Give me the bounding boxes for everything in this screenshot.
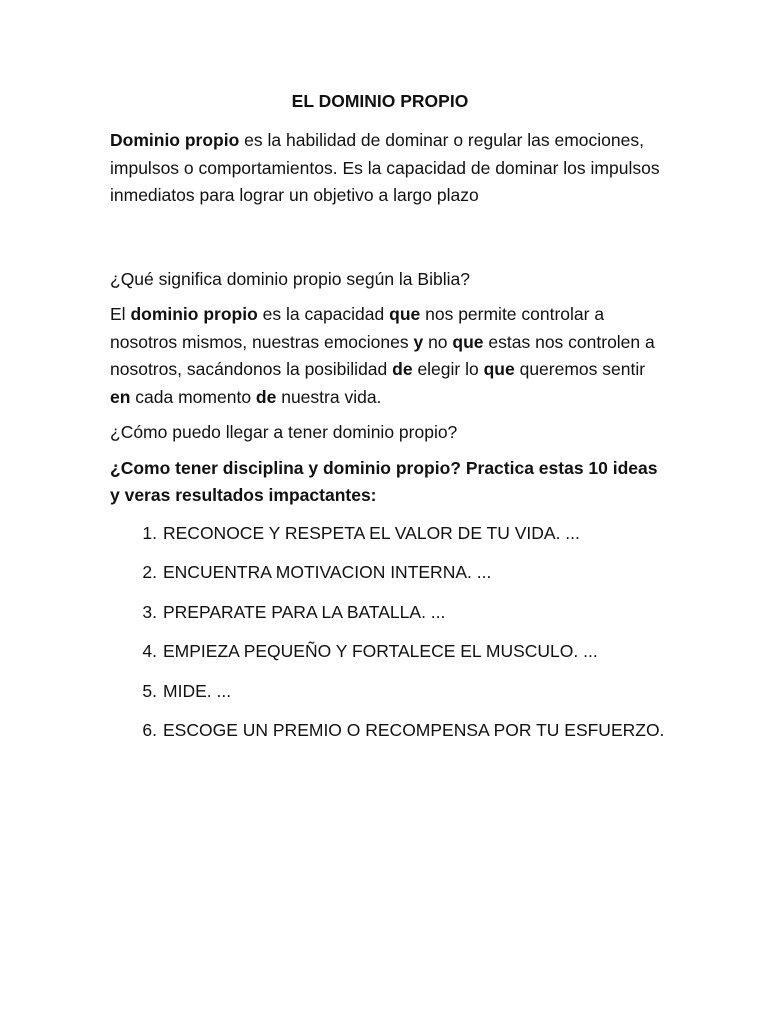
document-page: [110, 88, 670, 757]
answer-paragraph: [110, 301, 670, 411]
answer-text: estas nos controlen a nosotros, sacándonos la posibilidad: [110, 331, 655, 379]
list-item: [110, 638, 670, 678]
answer-bold: que: [483, 359, 515, 379]
list-item: [110, 599, 670, 639]
answer-text: queremos sentir: [514, 359, 646, 379]
ideas-list: [110, 520, 670, 757]
list-item-text: MIDE. ...: [163, 680, 232, 701]
list-number: 6.: [142, 720, 157, 740]
list-item-text: PREPARATE PARA LA BATALLA. ...: [163, 601, 446, 622]
list-item-text: ENCUENTRA MOTIVACION INTERNA. ...: [163, 562, 492, 582]
definition-paragraph: [110, 127, 670, 210]
list-item: [110, 559, 670, 599]
answer-bold: y: [413, 331, 424, 352]
list-number: 2.: [142, 562, 157, 582]
document-title: EL DOMINIO PROPIO: [291, 91, 469, 111]
answer-text: elegir lo: [412, 359, 484, 379]
answer-text: cada momento: [130, 386, 256, 407]
list-number: 1.: [142, 522, 157, 543]
answer-bold: que: [452, 331, 484, 352]
answer-bold: de: [255, 386, 277, 407]
list-item: [110, 678, 670, 718]
list-item: [110, 717, 670, 757]
list-number: 5.: [142, 680, 157, 701]
question-how: ¿Cómo puedo llegar a tener dominio propio?: [110, 422, 458, 442]
answer-bold: dominio propio: [130, 304, 258, 324]
list-item: [110, 520, 670, 560]
list-item-text: EMPIEZA PEQUEÑO Y FORTALECE EL MUSCULO. ...: [163, 641, 598, 661]
answer-text: nos permite controlar a nosotros mismos, nuestras emociones: [110, 304, 605, 352]
answer-text: El: [110, 304, 131, 324]
answer-text: es la capacidad: [257, 304, 390, 324]
list-item-text: RECONOCE Y RESPETA EL VALOR DE TU VIDA. ...: [163, 522, 580, 543]
answer-bold: en: [110, 386, 131, 407]
list-number: 3.: [142, 601, 157, 622]
answer-text: nuestra vida.: [276, 386, 382, 407]
answer-bold: de: [392, 359, 413, 379]
spacer: [110, 210, 670, 266]
answer-text: no: [423, 331, 453, 352]
definition-term: Dominio propio: [110, 130, 240, 150]
definition-text: es la habilidad de dominar o regular las emociones, impulsos o comportamientos. Es la capacidad de dominar los impulsos inmediatos para lograr un objetivo a largo plazo: [110, 130, 660, 205]
list-item-text: ESCOGE UN PREMIO O RECOMPENSA POR TU ESFUERZO.: [163, 720, 665, 740]
list-number: 4.: [142, 641, 157, 661]
answer-bold: que: [389, 304, 421, 324]
question-bible: ¿Qué significa dominio propio según la Biblia?: [110, 268, 470, 289]
ideas-heading: ¿Como tener disciplina y dominio propio? Practica estas 10 ideas y veras resultados impactantes:: [110, 457, 658, 505]
